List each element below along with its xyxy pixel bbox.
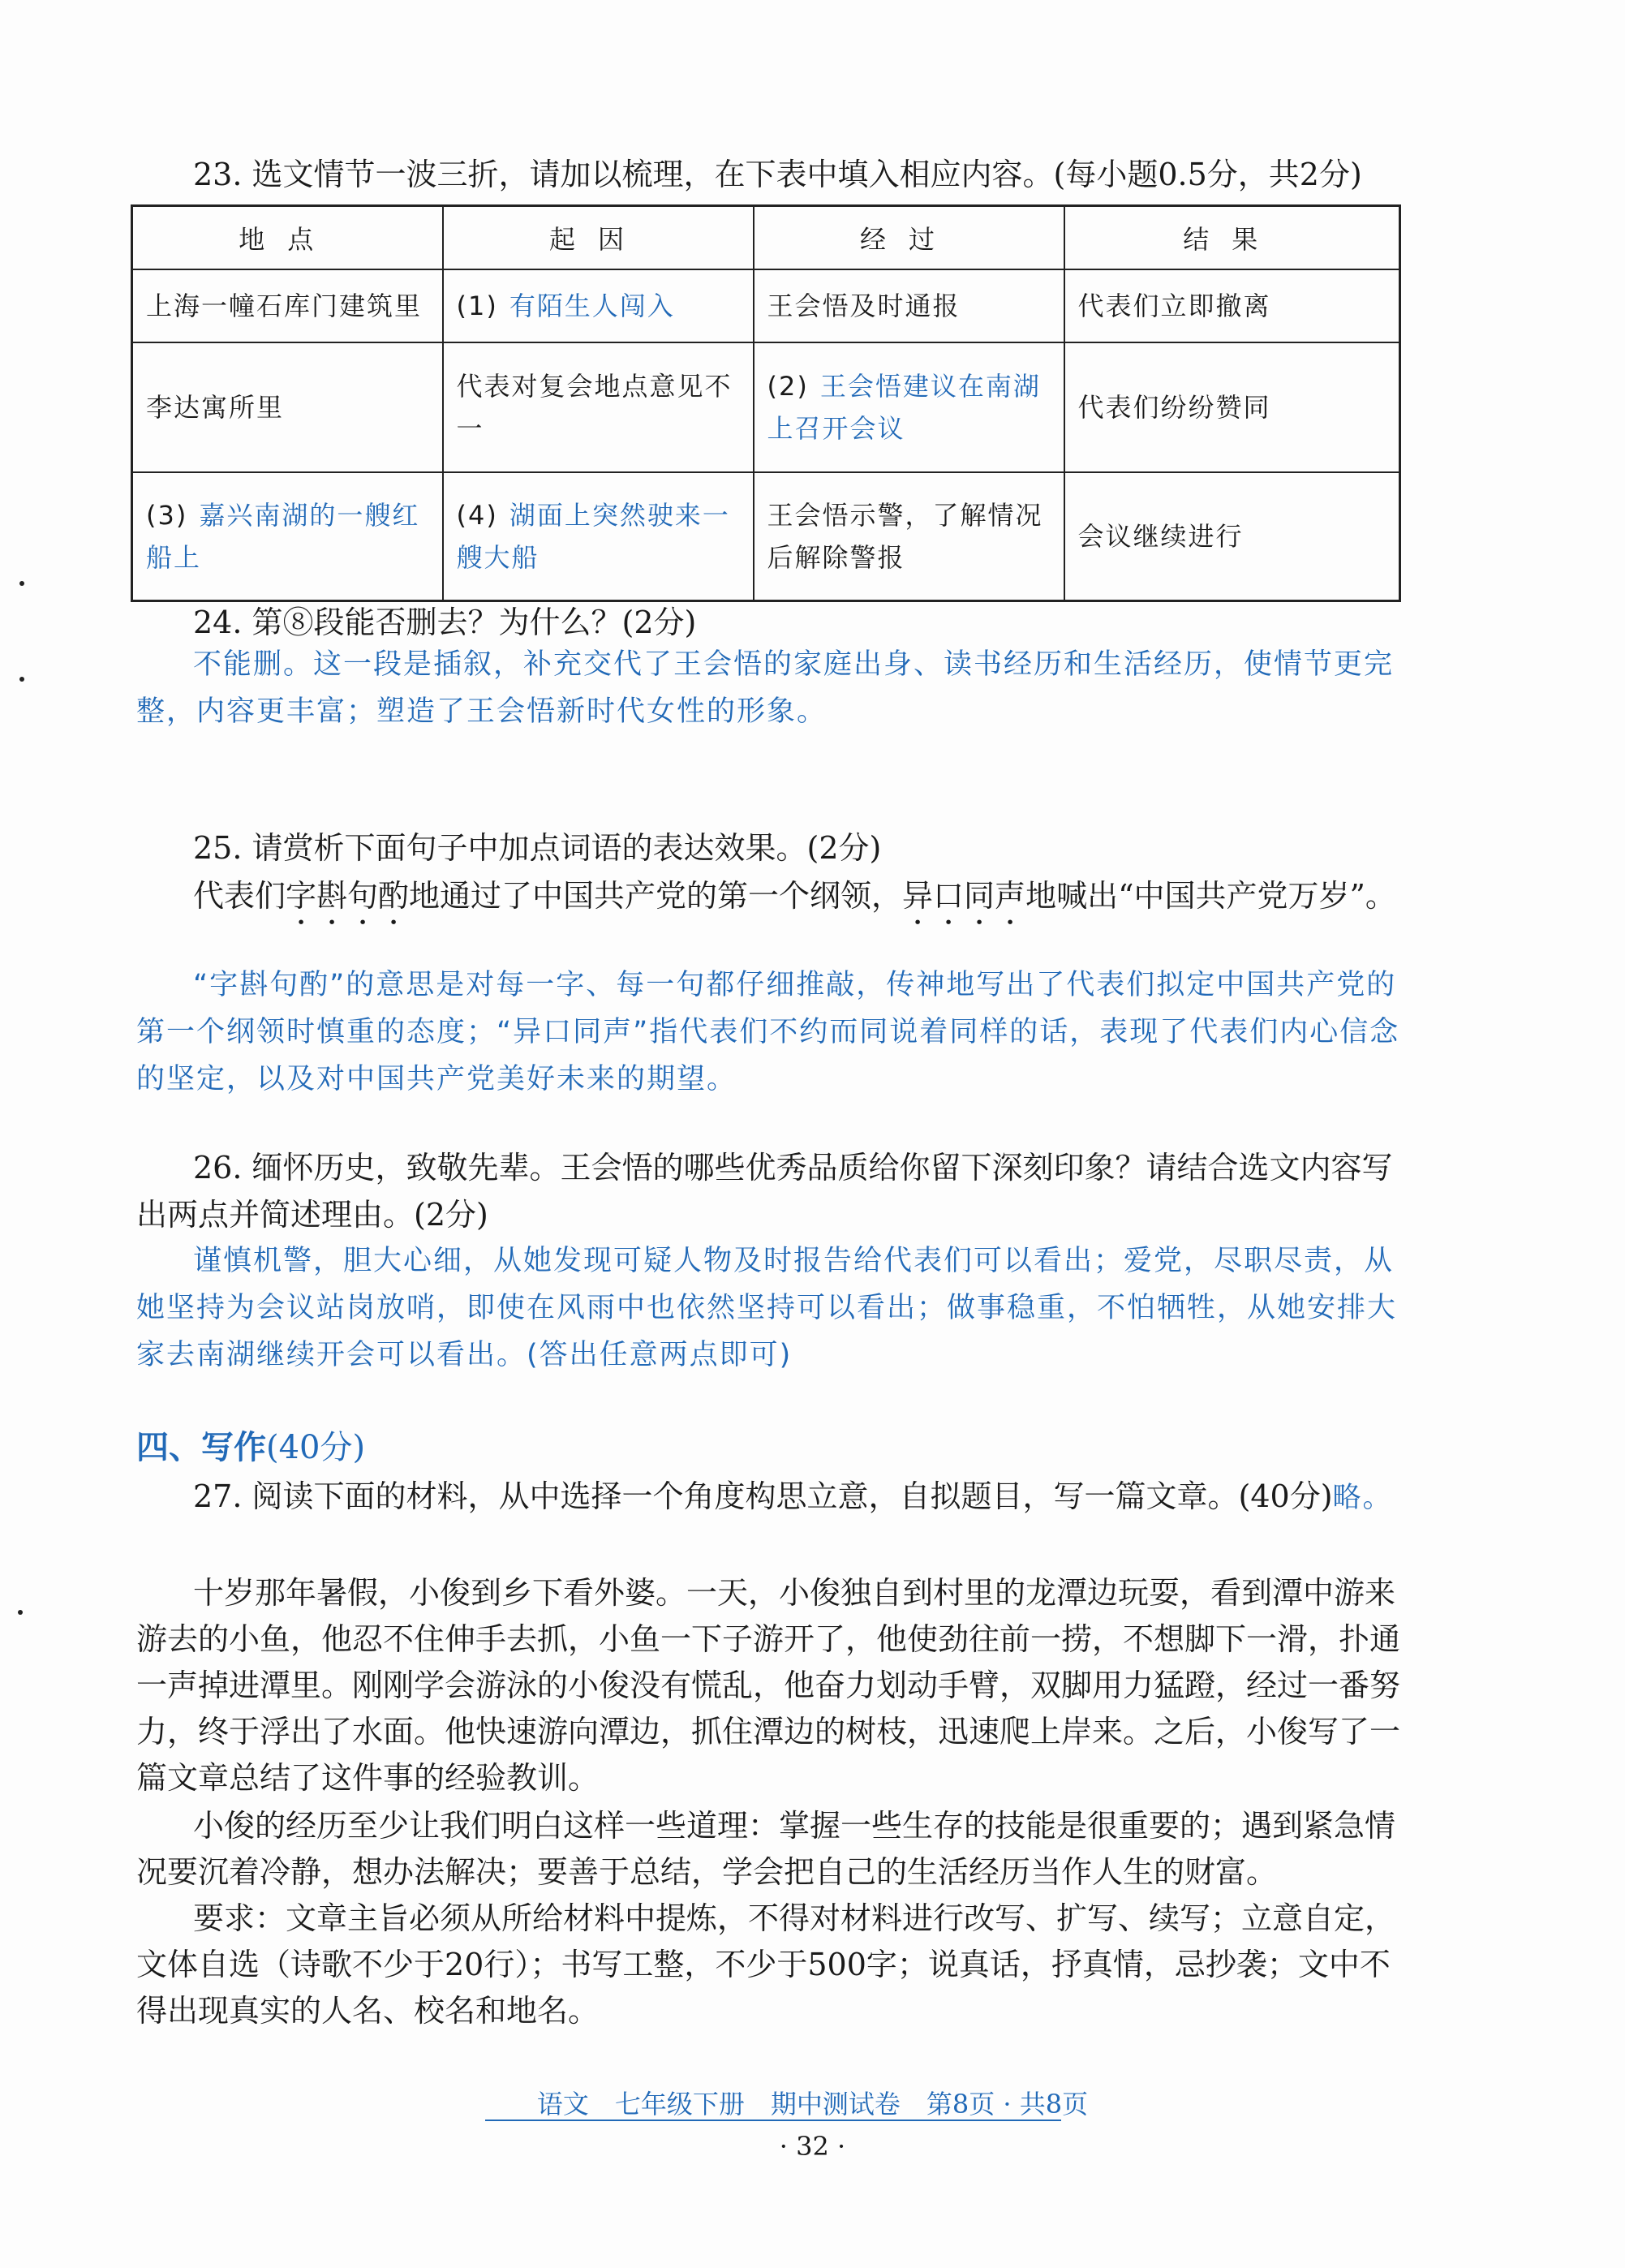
q24-answer: 不能删。这一段是插叙，补充交代了王会悟的家庭出身、读书经历和生活经历，使情节更完整，内容更丰富；塑造了王会悟新时代女性的形象。 bbox=[136, 648, 1395, 728]
table-header-row bbox=[132, 206, 1400, 270]
cell-text: 王会悟及时通报 bbox=[767, 290, 961, 321]
q26-answer: 谨慎机警，胆大心细，从她发现可疑人物及时报告给代表们可以看出；爱党，尽职尽责，从她坚持为会议站岗放哨，即使在风雨中也依然坚持可以看出；做事稳重，不怕牺牲，从她安排大家去南湖继续开会可以看出。(答出任意两点即可) bbox=[136, 1245, 1398, 1371]
q25-sentence-a: 代表们 bbox=[193, 878, 286, 914]
answer-number: (2) bbox=[767, 371, 809, 402]
q27-material-p2: 小俊的经历至少让我们明白这样一些道理：掌握一些生存的技能是很重要的；遇到紧急情况要沉着冷静，想办法解决；要善于总结，学会把自己的生活经历当作人生的财富。 bbox=[136, 1808, 1396, 1890]
table-row bbox=[132, 342, 1400, 472]
table-cell bbox=[443, 472, 754, 600]
cell-answer: 有陌生人闯入 bbox=[509, 290, 675, 321]
cell-text: 代表对复会地点意见不一 bbox=[456, 371, 733, 444]
q25-sentence bbox=[136, 872, 1402, 932]
header-location: 地点 bbox=[132, 206, 443, 270]
q23-title: 23. 选文情节一波三折，请加以梳理，在下表中填入相应内容。(每小题0.5分，共2分) bbox=[193, 157, 1362, 192]
q25-sentence-c: 地喊出“中国共产党万岁”。 bbox=[1025, 878, 1396, 914]
cell-answer: 嘉兴南湖的一艘红船上 bbox=[146, 499, 420, 573]
scan-dot bbox=[19, 677, 24, 682]
section-points: (40分) bbox=[266, 1429, 366, 1466]
scan-dot bbox=[18, 1610, 23, 1615]
q27-requirement: 要求：文章主旨必须从所给材料中提炼，不得对材料进行改写、扩写、续写；立意自定，文体自选（诗歌不少于20行）；书写工整，不少于500字；说真话，抒真情，忌抄袭；文中不得出现真实的人名、校名和地名。 bbox=[136, 1900, 1396, 2029]
footer-underline bbox=[485, 2120, 1061, 2121]
q27-title bbox=[136, 1473, 1402, 1521]
cell-text: 王会悟示警，了解情况后解除警报 bbox=[767, 499, 1043, 573]
table-cell bbox=[754, 269, 1064, 342]
q24-title: 24. 第⑧段能否删去？为什么？(2分) bbox=[193, 605, 697, 640]
section-title: 四、写作 bbox=[136, 1429, 266, 1466]
table-cell bbox=[754, 472, 1064, 600]
header-result: 结果 bbox=[1064, 206, 1400, 270]
table-cell bbox=[132, 342, 443, 472]
table-cell bbox=[132, 472, 443, 600]
q26-title: 26. 缅怀历史，致敬先辈。王会悟的哪些优秀品质给你留下深刻印象？请结合选文内容写出两点并简述理由。(2分) bbox=[136, 1150, 1393, 1233]
page-footer: 语文 七年级下册 期中测试卷 第8页 · 共8页 bbox=[536, 2089, 1089, 2120]
cell-text: 李达寓所里 bbox=[146, 392, 285, 423]
cell-answer: 王会悟建议在南湖上召开会议 bbox=[767, 371, 1041, 444]
cell-text: 上海一幢石库门建筑里 bbox=[146, 290, 423, 321]
table-cell bbox=[1064, 342, 1400, 472]
table-cell bbox=[443, 342, 754, 472]
q27-material-p1: 十岁那年暑假，小俊到乡下看外婆。一天，小俊独自到村里的龙潭边玩耍，看到潭中游来游去的小鱼，他忍不住伸手去抓，小鱼一下子游开了，他使劲往前一捞，不想脚下一滑，扑通一声掉进潭里。刚刚学会游泳的小俊没有慌乱，他奋力划动手臂，双脚用力猛蹬，经过一番努力，终于浮出了水面。他快速游向潭边，抓住潭边的树枝，迅速爬上岸来。之后，小俊写了一篇文章总结了这件事的经验教训。 bbox=[136, 1575, 1401, 1796]
cell-text: 代表们立即撤离 bbox=[1077, 290, 1271, 321]
answer-number: (4) bbox=[456, 499, 498, 531]
table-row bbox=[132, 269, 1400, 342]
q25-title: 25. 请赏析下面句子中加点词语的表达效果。(2分) bbox=[193, 830, 882, 866]
header-process: 经过 bbox=[754, 206, 1064, 270]
table-cell bbox=[132, 269, 443, 342]
scan-dot bbox=[19, 581, 24, 586]
table-cell bbox=[1064, 269, 1400, 342]
q27-title-text: 27. 阅读下面的材料，从中选择一个角度构思立意，自拟题目，写一篇文章。(40分) bbox=[193, 1478, 1333, 1514]
cell-text: 代表们纷纷赞同 bbox=[1077, 392, 1271, 423]
section-writing-heading bbox=[136, 1422, 365, 1468]
answer-number: (3) bbox=[146, 499, 188, 531]
answer-number: (1) bbox=[456, 290, 498, 321]
table-cell bbox=[754, 342, 1064, 472]
table-cell bbox=[443, 269, 754, 342]
page-number: · 32 · bbox=[779, 2131, 846, 2162]
q25-answer: “字斟句酌”的意思是对每一字、每一句都仔细推敲，传神地写出了代表们拟定中国共产党的第一个纲领时慎重的态度；“异口同声”指代表们不约而同说着同样的话，表现了代表们内心信念的坚定，以及对中国共产党美好未来的期望。 bbox=[136, 969, 1400, 1095]
table-row bbox=[132, 472, 1400, 600]
q27-answer: 略。 bbox=[1332, 1482, 1393, 1514]
cell-text: 会议继续进行 bbox=[1077, 520, 1244, 552]
q25-dotted-word-b: 异口同声 bbox=[902, 878, 1026, 914]
header-cause: 起因 bbox=[443, 206, 754, 270]
table-cell bbox=[1064, 472, 1400, 600]
q23-table bbox=[131, 204, 1401, 602]
q25-dotted-word-a: 字斟句酌 bbox=[286, 878, 410, 914]
cell-answer: 湖面上突然驶来一艘大船 bbox=[456, 499, 730, 573]
q25-sentence-b: 地通过了中国共产党的第一个纲领， bbox=[409, 878, 903, 914]
